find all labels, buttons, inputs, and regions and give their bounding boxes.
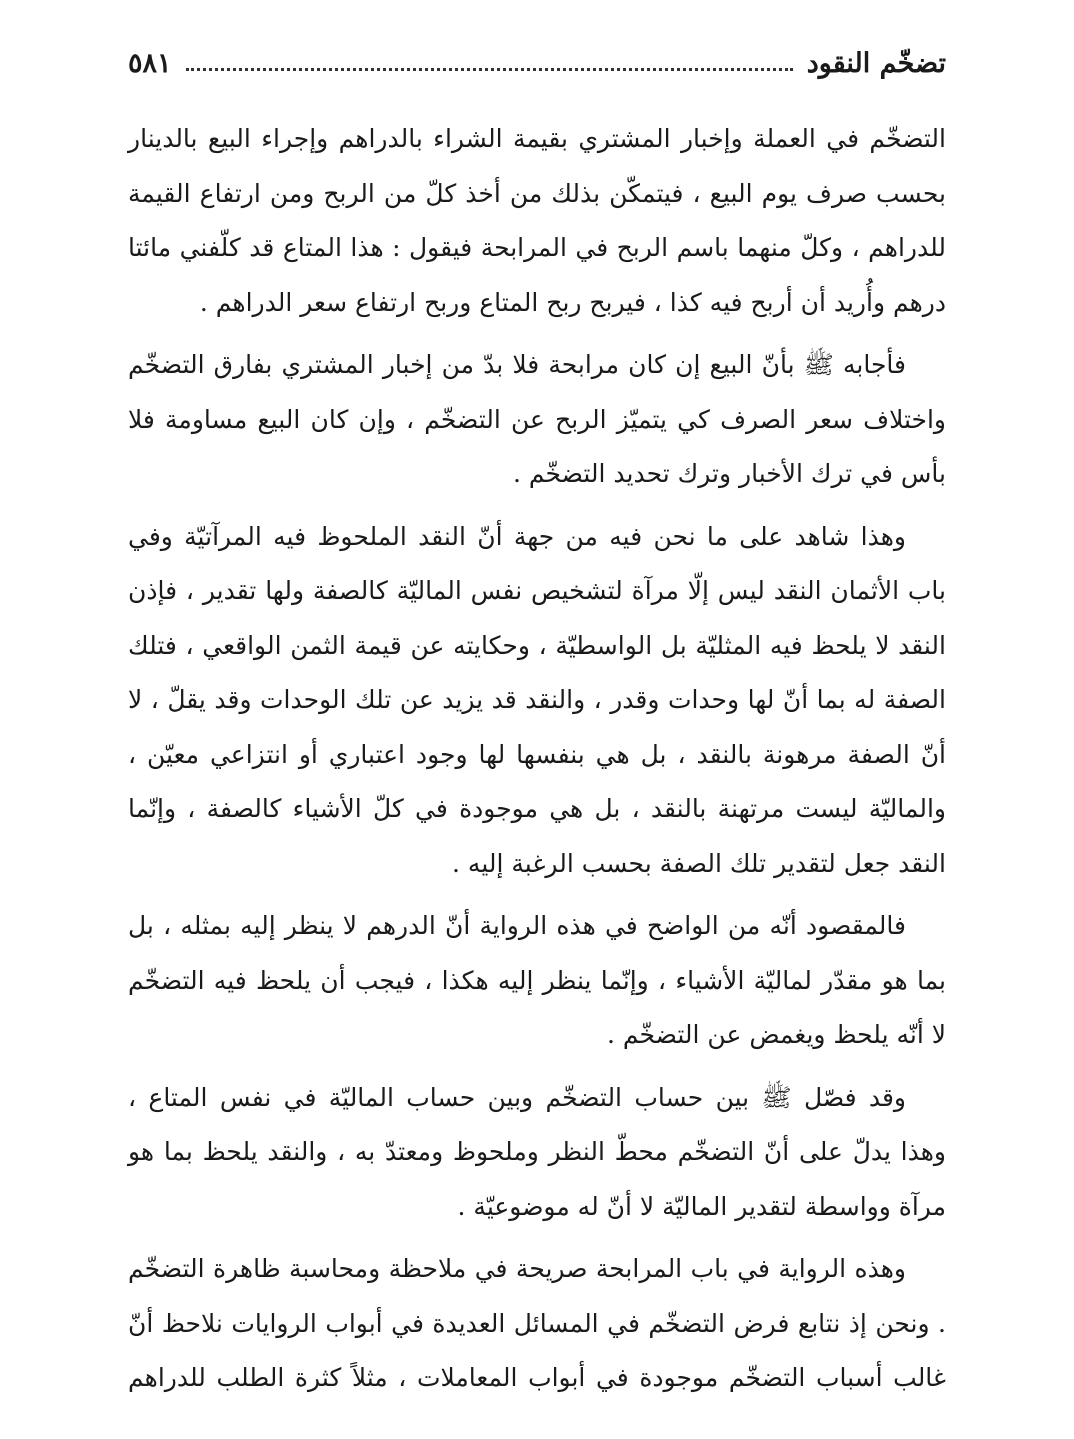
page-header (128, 40, 946, 86)
paragraph: فأجابه ﷺ بأنّ البيع إن كان مرابحة فلا بدّ من إخبار المشتري بفارق التضخّم واختلاف سعر الصرف كي يتميّز الربح عن التضخّم ، وإن كان البيع مساومة فلا بأس في ترك الأخبار وترك تحديد التضخّم . (128, 350, 946, 488)
paragraph: وقد فصّل ﷺ بين حساب التضخّم وبين حساب الماليّة في نفس المتاع ، وهذا يدلّ على أنّ التضخّم محطّ النظر وملحوظ ومعتدّ به ، والنقد يلحظ بما هو مرآة وواسطة لتقدير الماليّة لا أنّ له موضوعيّة . (128, 1082, 946, 1221)
body-text (128, 112, 946, 1414)
page-number: ٥٨١ (128, 47, 172, 79)
dotted-leader (186, 68, 793, 71)
paragraph: فالمقصود أنّه من الواضح في هذه الرواية أنّ الدرهم لا ينظر إليه بمثله ، بل بما هو مقدّر لماليّة الأشياء ، وإنّما ينظر إليه هكذا ، فيجب أن يلحظ فيه التضخّم لا أنّه يلحظ ويغمض عن التضخّم . (128, 911, 946, 1049)
paragraph: وهذه الرواية في باب المرابحة صريحة في ملاحظة ومحاسبة ظاهرة التضخّم . ونحن إذ نتابع فرض التضخّم في المسائل العديدة في أبواب الروايات نلاحظ أنّ غالب أسباب التضخّم موجودة في أبواب المعاملات ، مثلاً كثرة الطلب للدراهم (128, 1254, 946, 1392)
paragraph-continuation: التضخّم في العملة وإخبار المشتري بقيمة الشراء بالدراهم وإجراء البيع بالدينار بحسب صرف يوم البيع ، فيتمكّن بذلك من أخذ كلّ من الربح ومن ارتفاع القيمة للدراهم ، وكلّ منهما باسم الربح في المرابحة فيقول : هذا المتاع قد كلّفني مائتا درهم وأُريد أن أربح فيه كذا ، فيربح ربح المتاع وربح ارتفاع سعر الدراهم . (128, 124, 946, 317)
running-title: تضخّم النقود (806, 47, 946, 79)
paragraph: وهذا شاهد على ما نحن فيه من جهة أنّ النقد الملحوظ فيه المرآتيّة وفي باب الأثمان النقد ليس إلّا مرآة لتشخيص نفس الماليّة كالصفة ولها تقدير ، فإذن النقد لا يلحظ فيه المثليّة بل الواسطيّة ، وحكايته عن قيمة الثمن الواقعي ، فتلك الصفة له بما أنّ لها وحدات وقدر ، والنقد قد يزيد عن تلك الوحدات وقد يقلّ ، لا أنّ الصفة مرهونة بالنقد ، بل هي بنفسها لها وجود اعتباري أو انتزاعي معيّن ، والماليّة ليست مرتهنة بالنقد ، بل هي موجودة في كلّ الأشياء كالصفة ، وإنّما النقد جعل لتقدير تلك الصفة بحسب الرغبة إليه . (128, 521, 947, 878)
